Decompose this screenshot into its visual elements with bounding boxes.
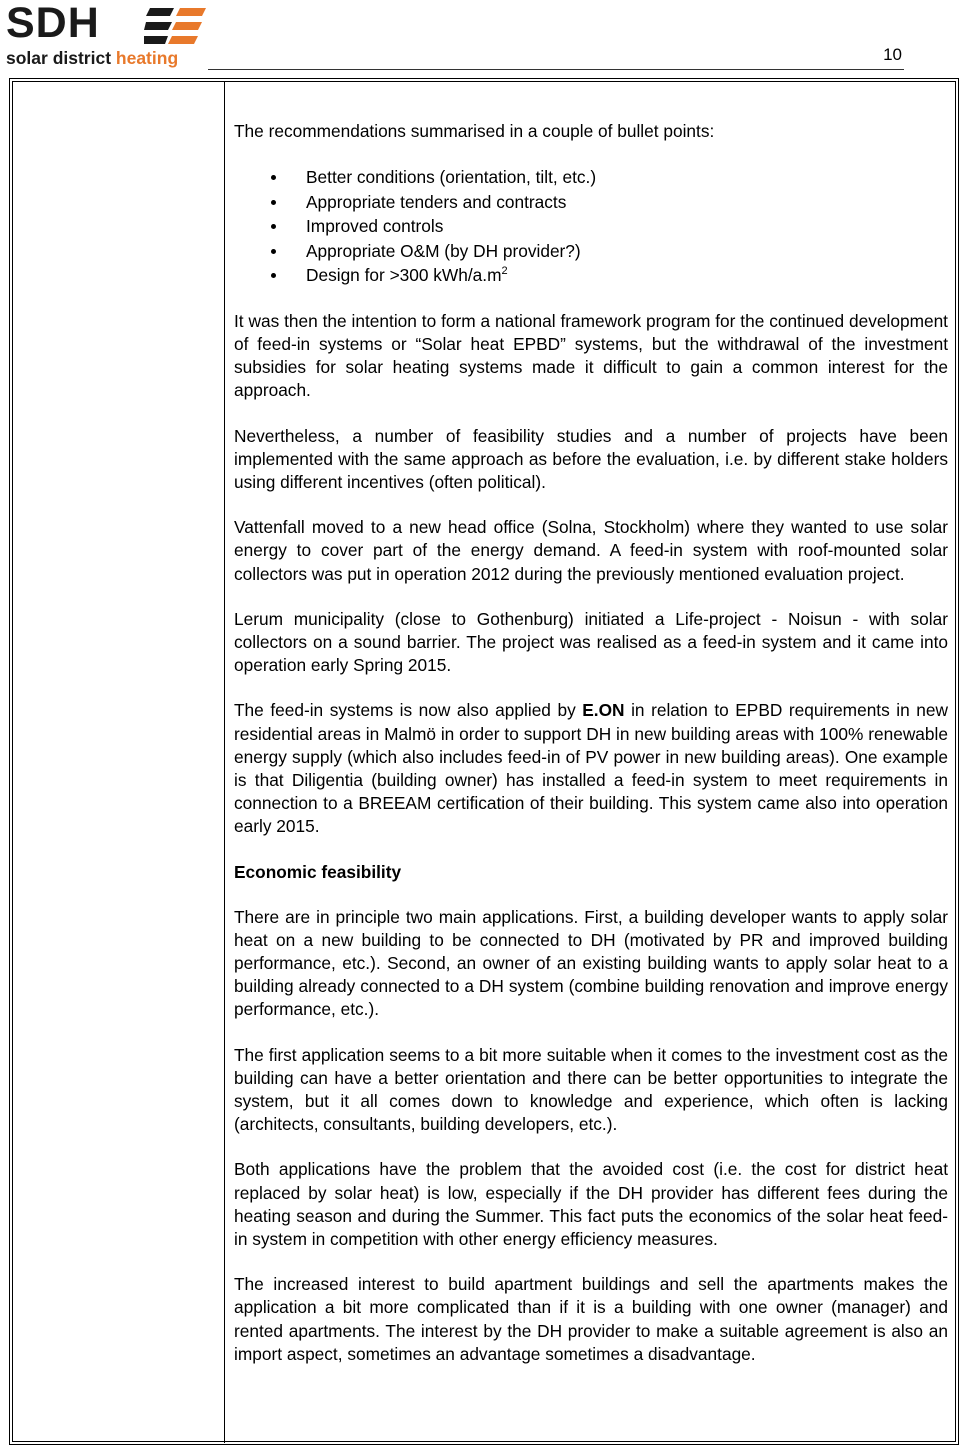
paragraph: Lerum municipality (close to Gothenburg) initiated a Life-project - Noisun - with solar collectors on a sound barrier. The project was realised as a feed-in system and it came into operation early Spring 2015. — [234, 608, 948, 676]
paragraph: The feed-in systems is now also applied by E.ON in relation to EPBD requirements in new residential areas in Malmö in order to support DH in new building areas with 100% renewable energy supply (which also includes feed-in of PV power in new building areas). One example is that Diligentia (building owner) has installed a feed-in system to meet requirements in connection to a BREEAM certification of their building. This system came also into operation early 2015. — [234, 700, 948, 837]
main-content — [234, 120, 948, 1388]
recommendation-list — [234, 165, 948, 288]
page-number: 10 — [883, 45, 902, 64]
list-item: Design for >300 kWh/$a.m^2$ — [234, 263, 948, 288]
intro-text: The recommendations summarised in a couple of bullet points: — [234, 121, 715, 141]
paragraph: Both applications have the problem that the avoided cost (i.e. the cost for district heat replaced by solar heat) is low, especially if the DH provider has different fees during the heating season and during the Summer. This fact puts the economics of the solar heat feed-in system in competition with other energy efficiency measures. — [234, 1159, 948, 1249]
logo-stripes-icon — [144, 8, 206, 44]
paragraph: Vattenfall moved to a new head office (Solna, Stockholm) where they wanted to use solar energy to cover part of the energy demand. A feed-in system with roof-mounted solar collectors was put in operation 2012 during the previously mentioned evaluation project. — [234, 517, 948, 584]
column-divider — [224, 82, 225, 1443]
paragraph: The increased interest to build apartment buildings and sell the apartments makes the application a bit more complicated than if it is a building with one owner (manager) and rented apartments. The interest by the DH provider to make a suitable agreement is also an import aspect, sometimes an advantage sometimes a disadvantage. — [234, 1274, 948, 1364]
list-item: Appropriate O&M (by DH provider?) — [234, 239, 948, 264]
section-heading: Economic feasibility — [234, 861, 402, 882]
paragraph: It was then the intention to form a national framework program for the continued development of feed-in systems or “Solar heat EPBD” systems, but the withdrawal of the investment subsidies for solar heating systems made it difficult to gain a common interest for the approach. — [234, 310, 948, 401]
list-item: Appropriate tenders and contracts — [234, 190, 948, 215]
eon-bold: E.ON — [582, 700, 625, 721]
logo-wordmark: SDH — [6, 0, 100, 47]
page-header — [0, 0, 960, 80]
list-item: Better conditions (orientation, tilt, etc.) — [234, 165, 948, 190]
sdh-logo — [6, 2, 206, 72]
paragraph: Nevertheless, a number of feasibility studies and a number of projects have been implemented with the same approach as before the evaluation, i.e. by different stake holders using different incentives (often political). — [234, 425, 948, 492]
list-item: Improved controls — [234, 214, 948, 239]
header-rule — [208, 69, 904, 70]
paragraph: The first application seems to a bit more suitable when it comes to the investment cost as the building can have a better orientation and there can be better opportunities to integrate the system, but it all comes down to knowledge and experience, which often is lacking (architects, consultants, building developers, etc.). — [234, 1044, 948, 1135]
logo-tagline: solar district heating — [6, 48, 179, 68]
paragraph: There are in principle two main applications. First, a building developer wants to apply solar heat on a new building to be connected to DH (motivated by PR and improved building performance, etc.). Second, an owner of an existing building wants to apply solar heat to a building already connected to a DH system (combine building renovation and improve energy performance, etc.). — [234, 906, 948, 1020]
